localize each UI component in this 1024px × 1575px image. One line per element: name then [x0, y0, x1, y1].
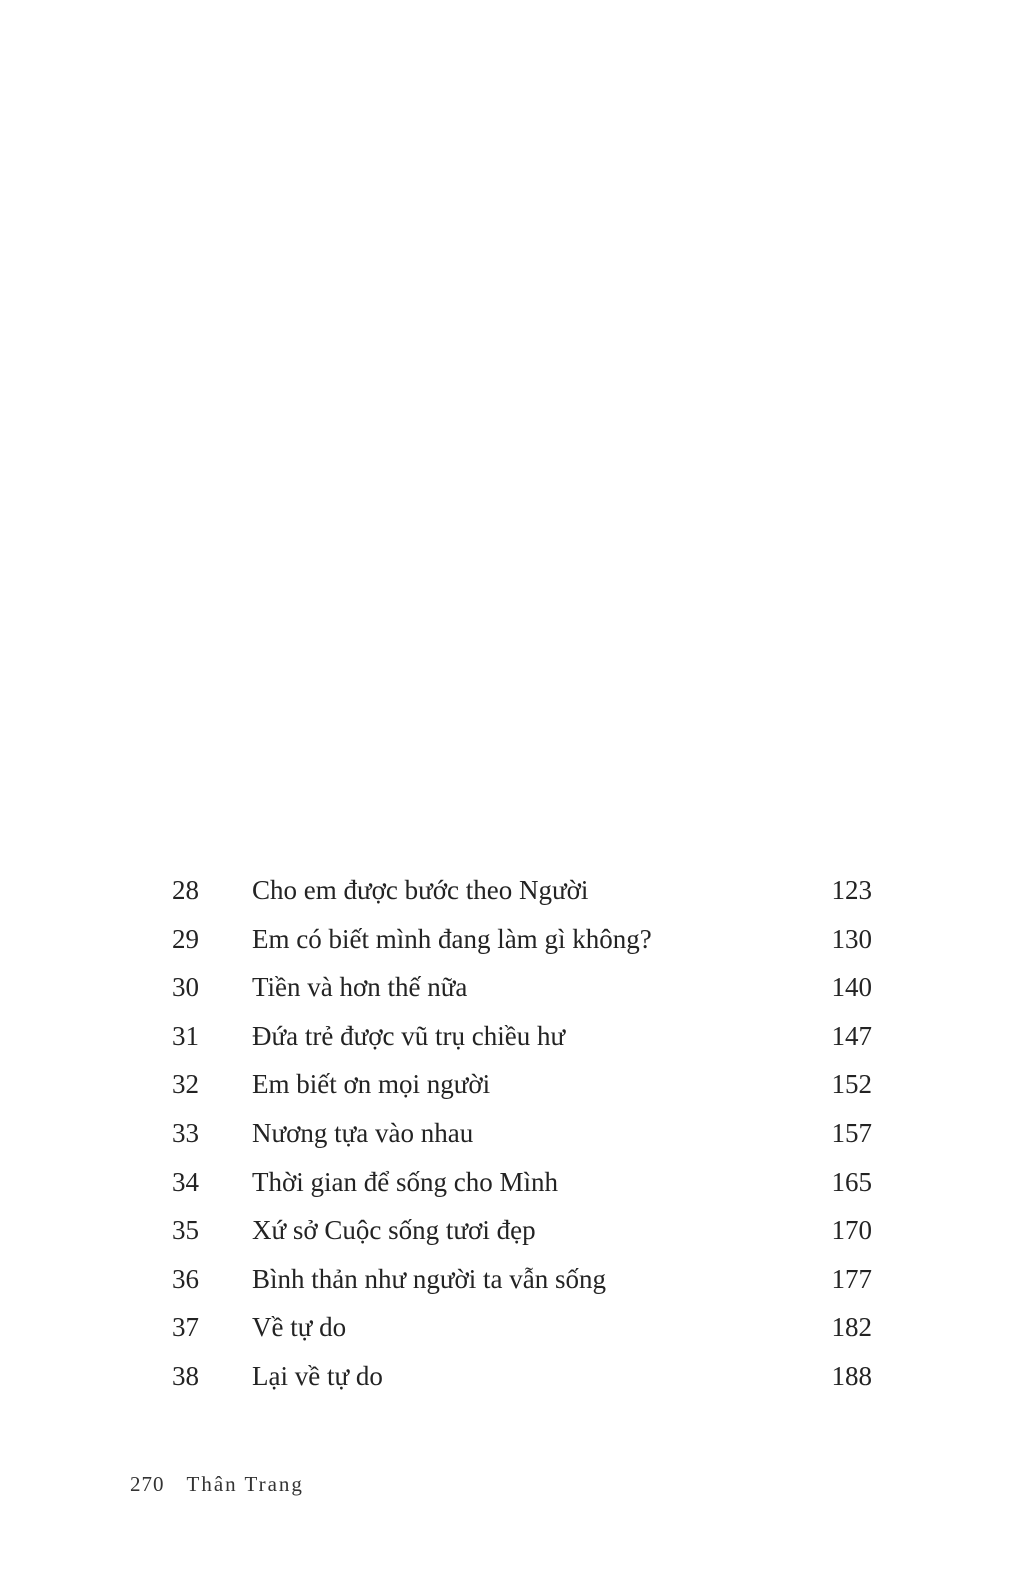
toc-entry-page: 157 [831, 1117, 872, 1148]
toc-entry-title: Xứ sở Cuộc sống tươi đẹp [252, 1215, 536, 1246]
footer-page-number: 270 [130, 1472, 165, 1496]
footer-running-title: Thân Trang [186, 1472, 304, 1496]
toc-entry-title: Thời gian để sống cho Mình [252, 1166, 558, 1197]
toc-entry [172, 1206, 872, 1255]
toc-entry [172, 1060, 872, 1109]
toc-entry-page: 123 [831, 875, 872, 905]
toc-entry-page: 130 [831, 923, 872, 954]
toc-entry-title: Đứa trẻ được vũ trụ chiều hư [252, 1020, 566, 1051]
toc-entry-title: Em biết ơn mọi người [252, 1069, 491, 1100]
toc-entry [172, 915, 872, 964]
toc-entry-page: 170 [831, 1215, 872, 1246]
toc-entry [172, 963, 872, 1012]
toc-entry-title: Lại về tự do [252, 1360, 383, 1391]
toc-entry-title: Cho em được bước theo Người [252, 875, 589, 905]
toc-list [172, 866, 872, 1401]
toc-entry-number: 36 [172, 1263, 199, 1294]
toc-entry [172, 1012, 872, 1061]
toc-entry-page: 140 [831, 972, 872, 1003]
toc-entry-page: 188 [831, 1360, 872, 1391]
toc-entry-number: 34 [172, 1166, 199, 1197]
toc-entry-title: Em có biết mình đang làm gì không? [252, 923, 652, 954]
toc-entry-page: 152 [831, 1069, 872, 1100]
toc-entry-page: 182 [831, 1312, 872, 1343]
toc-entry-number: 30 [172, 972, 199, 1003]
toc-entry-title: Tiền và hơn thế nữa [252, 972, 468, 1003]
toc-entry-number: 33 [172, 1117, 199, 1148]
toc-entry-title: Về tự do [252, 1312, 347, 1343]
toc-entry-page: 165 [831, 1166, 872, 1197]
page-footer [130, 1472, 304, 1497]
toc-entry [172, 1255, 872, 1304]
toc-entry-title: Bình thản như người ta vẫn sống [252, 1263, 607, 1294]
toc-entry-page: 147 [831, 1020, 872, 1051]
toc-entry [172, 1109, 872, 1158]
toc-entry-number: 28 [172, 875, 199, 905]
toc-entry [172, 1158, 872, 1207]
toc-entry-number: 37 [172, 1312, 199, 1343]
toc-entry-title: Nương tựa vào nhau [252, 1117, 474, 1148]
toc-entry-page: 177 [831, 1263, 872, 1294]
toc-entry [172, 866, 872, 915]
toc-entry-number: 32 [172, 1069, 199, 1100]
toc-entry [172, 1303, 872, 1352]
toc-entry [172, 1352, 872, 1401]
toc-entry-number: 38 [172, 1360, 199, 1391]
toc-entry-number: 31 [172, 1020, 199, 1051]
toc-entry-number: 35 [172, 1215, 199, 1246]
toc-entry-number: 29 [172, 923, 199, 954]
